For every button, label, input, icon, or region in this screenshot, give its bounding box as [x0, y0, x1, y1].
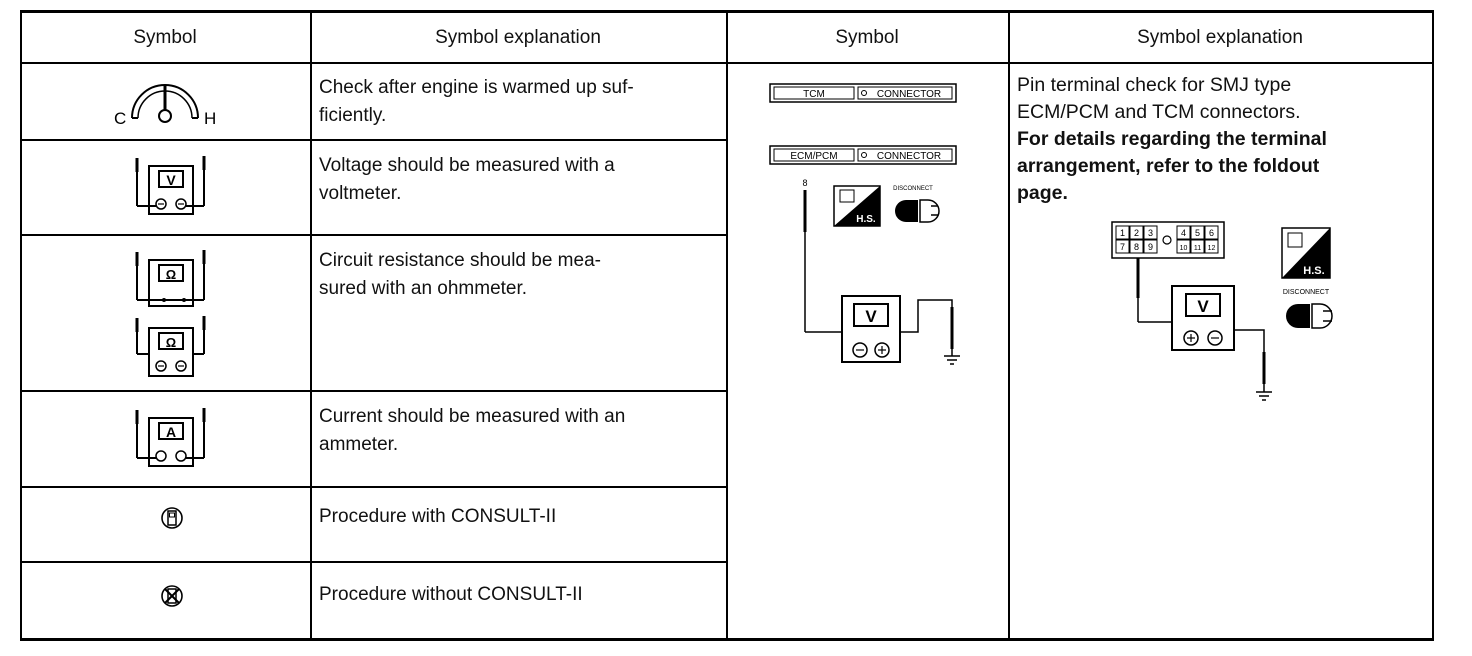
- row-divider: [20, 234, 726, 236]
- explanation-line: ammeter.: [319, 434, 399, 455]
- disconnect-label: DISCONNECT: [893, 186, 933, 192]
- row-explanation: [319, 403, 625, 459]
- gauge-cold-label: C: [114, 109, 127, 128]
- explanation-line: arrangement, refer to the foldout: [1017, 155, 1320, 177]
- ammeter-icon: [132, 408, 212, 470]
- header-symbol: Symbol: [133, 27, 197, 48]
- tcm-label: TCM: [803, 89, 825, 100]
- terminal-number: 10: [1179, 245, 1188, 252]
- terminal-number: 1: [1119, 228, 1126, 238]
- ohmmeter-icon: [132, 250, 212, 310]
- meter-label: V: [1197, 297, 1209, 316]
- header-symbol-explanation: Symbol explanation: [435, 27, 601, 48]
- symbol-table: [20, 10, 1434, 642]
- table-border-left: [20, 10, 22, 640]
- disconnect-label: DISCONNECT: [1282, 289, 1330, 296]
- without-consult-ii-icon: [160, 584, 184, 608]
- explanation-line: Current should be measured with an: [319, 406, 626, 427]
- row-explanation: [319, 152, 615, 208]
- meter-label: V: [865, 307, 877, 326]
- terminal-number: 2: [1133, 228, 1140, 238]
- row-explanation: [319, 74, 634, 130]
- terminal-number: 11: [1193, 245, 1202, 252]
- row-divider: [20, 139, 726, 141]
- explanation-line: Voltage should be measured with a: [319, 155, 615, 176]
- column-divider: [310, 10, 312, 640]
- row-divider: [20, 486, 726, 488]
- meter-label: Ω: [165, 335, 177, 350]
- meter-label: V: [166, 172, 176, 188]
- row-explanation: Procedure without CONSULT-II: [319, 584, 583, 605]
- terminal-number: 7: [1119, 242, 1126, 252]
- hs-label: H.S.: [1303, 265, 1325, 277]
- explanation-line: Pin terminal check for SMJ type: [1017, 74, 1292, 96]
- terminal-number: 6: [1208, 228, 1215, 238]
- explanation-line: ECM/PCM and TCM connectors.: [1017, 101, 1301, 123]
- connector-label: CONNECTOR: [876, 89, 942, 100]
- terminal-number: 5: [1194, 228, 1201, 238]
- pin-number: 8: [802, 178, 808, 188]
- explanation-line: Circuit resistance should be mea-: [319, 250, 601, 271]
- ohmmeter-icon: [132, 316, 212, 380]
- connector-label: CONNECTOR: [876, 151, 942, 162]
- explanation-line: For details regarding the terminal: [1017, 128, 1327, 150]
- consult-ii-icon: [160, 506, 184, 530]
- terminal-number: 12: [1207, 245, 1216, 252]
- meter-label: Ω: [165, 267, 177, 282]
- column-divider: [726, 10, 728, 640]
- header-symbol-explanation: Symbol explanation: [1137, 27, 1303, 48]
- row-explanation: Procedure with CONSULT-II: [319, 506, 557, 527]
- explanation-line: page.: [1017, 182, 1068, 204]
- engine-warmup-gauge-icon: [110, 78, 220, 128]
- explanation-line: Check after engine is warmed up suf-: [319, 77, 634, 98]
- explanation-line: sured with an ohmmeter.: [319, 278, 528, 299]
- column-divider: [1008, 10, 1010, 640]
- terminal-number: 4: [1180, 228, 1187, 238]
- row-divider: [20, 390, 726, 392]
- explanation-line: voltmeter.: [319, 183, 402, 204]
- header-symbol: Symbol: [835, 27, 899, 48]
- explanation-line: ficiently.: [319, 105, 387, 126]
- pin-check-diagram: [768, 82, 968, 372]
- terminal-check-diagram: [1110, 220, 1340, 410]
- pin-check-explanation: [1017, 72, 1327, 207]
- terminal-number: 8: [1133, 242, 1140, 252]
- hs-label: H.S.: [856, 214, 876, 225]
- row-divider: [20, 561, 726, 563]
- terminal-number: 3: [1147, 228, 1154, 238]
- row-explanation: [319, 247, 601, 303]
- terminal-number: 9: [1147, 242, 1154, 252]
- gauge-hot-label: H: [204, 109, 217, 128]
- voltmeter-icon: [132, 156, 212, 218]
- ecm-label: ECM/PCM: [790, 151, 838, 162]
- table-border-right: [1432, 10, 1434, 640]
- meter-label: A: [165, 424, 177, 440]
